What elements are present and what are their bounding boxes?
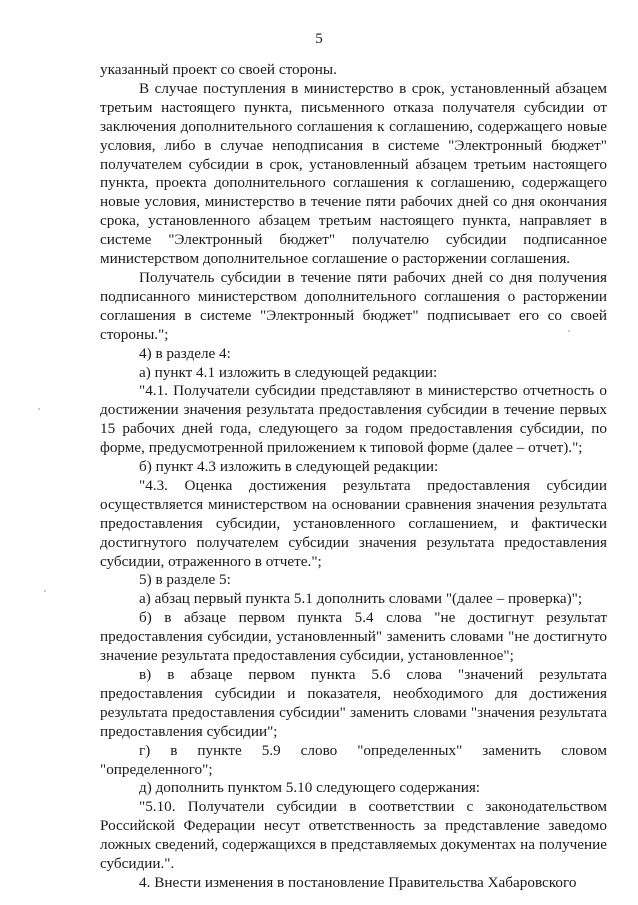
document-paragraph: г) в пункте 5.9 слово "определенных" заменить словом "определенного"; [100,741,607,778]
document-paragraph: В случае поступления в министерство в срок, установленный абзацем третьим настоящего пункта, письменного отказа получателя субсидии от заключения дополнительного соглашения к соглашению, содержащего новые условия, либо в случае неподписания в системе "Электронный бюджет" получателем субсидии в срок, установленный абзацем третьим настоящего пункта, проекта дополнительного соглашения к соглашению, содержащего новые условия, министерство в течение пяти рабочих дней со дня окончания срока, установленного абзацем третьим настоящего пункта, направляет в системе "Электронный бюджет" получателю субсидии подписанное министерством дополнительное соглашение о расторжении соглашения. [100,79,607,268]
document-paragraph: д) дополнить пунктом 5.10 следующего содержания: [139,779,481,797]
document-paragraph: а) абзац первый пункта 5.1 дополнить словами "(далее – проверка)"; [139,590,583,608]
document-paragraph: в) в абзаце первом пункта 5.6 слова "значений результата предоставления субсидии и показателя, необходимого для достижения результата предоставления субсидии" заменить словами "значения результата предоставления субсидии"; [100,666,607,740]
scan-speck [38,408,40,410]
document-paragraph: 4. Внести изменения в постановление Правительства Хабаровского [139,873,577,891]
document-paragraph: "5.10. Получатели субсидии в соответствии с законодательством Российской Федерации несут ответственность за представление заведомо ложных сведений, содержащихся в представляемых документах на получение субсидии.". [100,798,607,873]
document-paragraph: б) пункт 4.3 изложить в следующей редакции: [139,458,439,476]
document-paragraph: "4.3. Оценка достижения результата предоставления субсидии осуществляется министерством на основании сравнения значения результата предоставления субсидии, установленного соглашением, и фактически достигнутого получателем субсидии значения результата предоставления субсидии, отраженного в отчете."; [100,476,607,570]
document-paragraph: а) пункт 4.1 изложить в следующей редакции: [139,363,438,381]
document-paragraph: "4.1. Получатели субсидии представляют в министерство отчетность о достижении значения результата предоставления субсидии в течение первых 15 рабочих дней года, следующего за годом предоставления субсидии, по форме, предусмотренной приложением к типовой форме (далее – отчет)."; [100,382,607,457]
document-paragraph: 5) в разделе 5: [139,571,231,589]
document-paragraph: б) в абзаце первом пункта 5.4 слова "не достигнут результат предоставления субсидии, установленный" заменить словами "не достигнуто значение результата предоставления субсидии, установленное"; [100,609,607,665]
document-body [100,61,607,893]
document-paragraph: 4) в разделе 4: [139,344,231,362]
scan-speck [568,330,570,332]
page-number: 5 [315,31,323,47]
document-paragraph: указанный проект со своей стороны. [100,61,337,78]
document-paragraph: Получатель субсидии в течение пяти рабочих дней со дня получения подписанного министерством дополнительного соглашения о расторжении соглашения в системе "Электронный бюджет" подписывает его со своей стороны."; [100,268,607,343]
scan-speck [44,590,46,592]
